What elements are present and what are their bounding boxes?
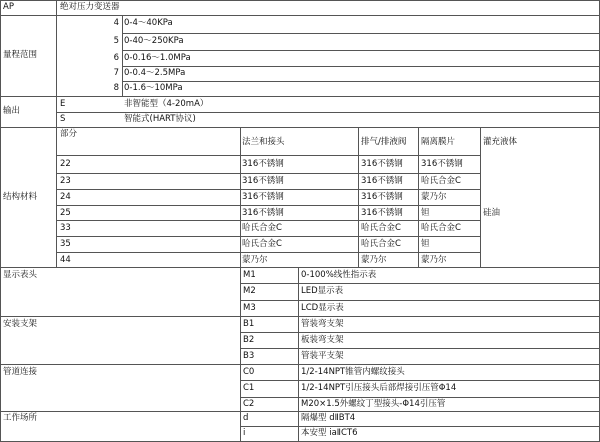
material-flange: 哈氏合金C bbox=[242, 223, 282, 233]
material-flange: 316不锈钢 bbox=[242, 208, 284, 218]
material-diaphragm: 钽 bbox=[421, 208, 430, 218]
header-drain: 排气/排液阀 bbox=[361, 137, 407, 147]
range-value: 0-1.6～10MPa bbox=[124, 83, 183, 93]
model-code: AP bbox=[3, 2, 14, 12]
pipe-value: 1/2-14NPT引压接头后部焊接引压管Φ14 bbox=[301, 383, 457, 393]
bracket-label: 安装支架 bbox=[3, 319, 38, 329]
material-drain: 316不锈钢 bbox=[361, 176, 403, 186]
display-value: LCD显示表 bbox=[301, 303, 344, 313]
material-code: 44 bbox=[60, 255, 71, 265]
material-code: 25 bbox=[60, 208, 71, 218]
material-diaphragm: 蒙乃尔 bbox=[421, 192, 447, 202]
range-code: 6 bbox=[113, 53, 119, 63]
site-value: 本安型 iaⅡCT6 bbox=[301, 428, 358, 438]
model-name: 绝对压力变送器 bbox=[60, 2, 120, 12]
material-diaphragm: 哈氏合金C bbox=[421, 223, 461, 233]
material-label: 结构材料 bbox=[3, 192, 38, 202]
range-label: 量程范围 bbox=[3, 50, 38, 60]
header-diaphragm: 隔离膜片 bbox=[421, 137, 456, 147]
output-label: 输出 bbox=[3, 106, 21, 116]
bracket-value: 管装弯支架 bbox=[301, 319, 344, 329]
material-code: 23 bbox=[60, 176, 71, 186]
fill-value: 硅油 bbox=[483, 208, 501, 218]
material-drain: 哈氏合金C bbox=[361, 223, 401, 233]
display-label: 显示表头 bbox=[3, 270, 38, 280]
range-code: 4 bbox=[113, 18, 119, 28]
material-diaphragm: 哈氏合金C bbox=[421, 176, 461, 186]
range-value: 0-4～40KPa bbox=[124, 18, 173, 28]
header-part: 部分 bbox=[60, 129, 78, 139]
material-flange: 316不锈钢 bbox=[242, 159, 284, 169]
material-drain: 316不锈钢 bbox=[361, 159, 403, 169]
display-code: M3 bbox=[243, 303, 256, 313]
bracket-code: B3 bbox=[243, 351, 255, 361]
output-value: 非智能型（4-20mA） bbox=[124, 99, 209, 109]
site-code: d bbox=[243, 413, 249, 423]
range-value: 0-0.4～2.5MPa bbox=[124, 68, 186, 78]
pipe-code: C1 bbox=[243, 383, 255, 393]
bracket-value: 板装弯支架 bbox=[301, 335, 344, 345]
material-drain: 316不锈钢 bbox=[361, 192, 403, 202]
range-value: 0-0.16～1.0MPa bbox=[124, 53, 191, 63]
header-flange: 法兰和接头 bbox=[242, 137, 285, 147]
bracket-code: B2 bbox=[243, 335, 255, 345]
output-value: 智能式(HART协议) bbox=[124, 114, 196, 124]
material-flange: 哈氏合金C bbox=[242, 239, 282, 249]
material-drain: 蒙乃尔 bbox=[361, 255, 387, 265]
site-code: i bbox=[243, 428, 246, 438]
material-flange: 蒙乃尔 bbox=[242, 255, 268, 265]
bracket-code: B1 bbox=[243, 319, 255, 329]
site-label: 工作场所 bbox=[3, 413, 38, 423]
display-code: M2 bbox=[243, 286, 256, 296]
material-flange: 316不锈钢 bbox=[242, 176, 284, 186]
material-code: 24 bbox=[60, 192, 71, 202]
pipe-code: C2 bbox=[243, 399, 255, 409]
material-drain: 316不锈钢 bbox=[361, 208, 403, 218]
pipe-value: 1/2-14NPT锥管内螺纹接头 bbox=[301, 367, 405, 377]
range-code: 8 bbox=[113, 83, 119, 93]
material-diaphragm: 蒙乃尔 bbox=[421, 255, 447, 265]
material-code: 22 bbox=[60, 159, 71, 169]
material-code: 35 bbox=[60, 239, 71, 249]
output-code: S bbox=[60, 114, 66, 124]
header-fill: 灌充液体 bbox=[483, 137, 518, 147]
range-code: 5 bbox=[113, 36, 119, 46]
material-code: 33 bbox=[60, 223, 71, 233]
pipe-label: 管道连接 bbox=[3, 367, 38, 377]
display-value: LED显示表 bbox=[301, 286, 344, 296]
material-diaphragm: 316不锈钢 bbox=[421, 159, 463, 169]
material-diaphragm: 钽 bbox=[421, 239, 430, 249]
material-flange: 316不锈钢 bbox=[242, 192, 284, 202]
display-code: M1 bbox=[243, 270, 256, 280]
output-code: E bbox=[60, 99, 66, 109]
pipe-value: M20×1.5外螺纹丁型接头-Φ14引压管 bbox=[301, 399, 446, 409]
range-value: 0-40～250KPa bbox=[124, 36, 184, 46]
bracket-value: 管装平支架 bbox=[301, 351, 344, 361]
pipe-code: C0 bbox=[243, 367, 255, 377]
site-value: 隔爆型 dⅡBT4 bbox=[301, 413, 356, 423]
material-drain: 哈氏合金C bbox=[361, 239, 401, 249]
range-code: 7 bbox=[113, 68, 119, 78]
display-value: 0-100%线性指示表 bbox=[301, 270, 377, 280]
